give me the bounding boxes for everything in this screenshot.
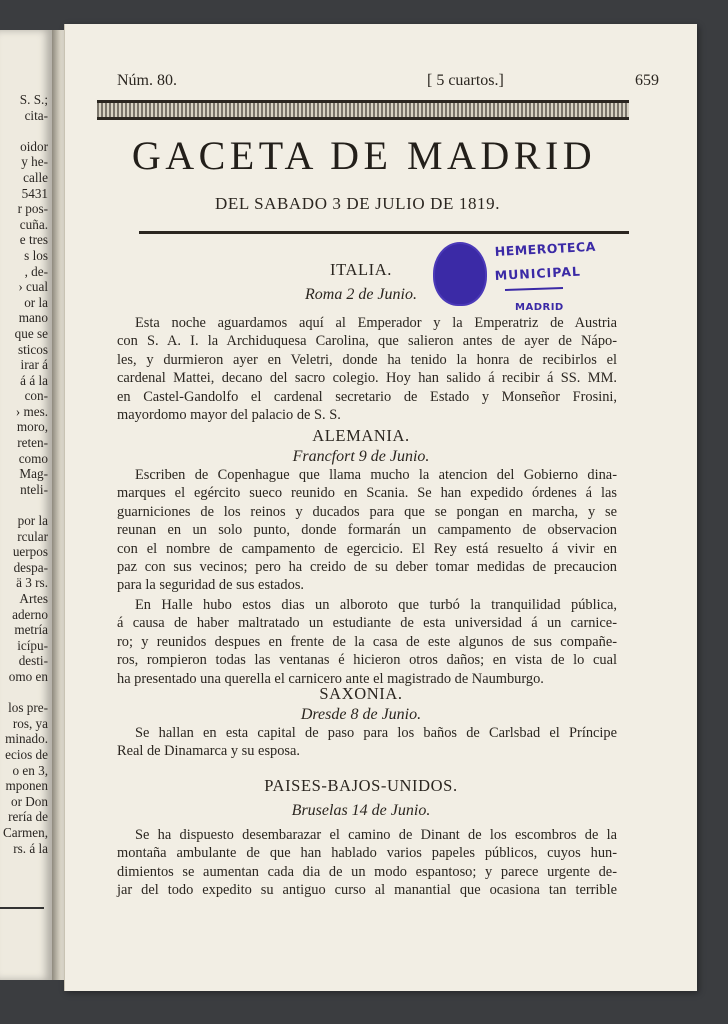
text-line: á causa de haber maltratado un estudiante de esta universidad á un carnice- <box>117 615 617 632</box>
text-line: cardenal Mattei, decano del sacro colegio. Hoy han salido á recibir á SS. MM. <box>117 370 617 387</box>
text-line: marques el egército sueco reunido en Scania. Se han expedido órdenes á las <box>117 485 617 502</box>
stamp-line-2: MUNICIPAL <box>494 263 582 283</box>
paragraph-saxonia <box>117 724 617 761</box>
issue-price: [ 5 cuartos.] <box>427 72 504 89</box>
text-line: jar del todo expedito su antiguo curso al manantial que ocasiona tan terrible <box>117 882 617 899</box>
section-heading-italia: ITALIA. <box>330 260 392 279</box>
text-line: Escriben de Copenhague que llama mucho la atencion del Gobierno dina- <box>135 467 617 483</box>
previous-page-edge <box>0 30 52 980</box>
text-line: para la seguridad de sus estados. <box>117 577 305 594</box>
issue-date: DEL SABADO 3 DE JULIO DE 1819. <box>215 194 501 213</box>
previous-page-text-fragments: S. S.; cita- oidor y he- calle 5431 r pos- cuña. e tres s los , de- › cual or la mano que se sticos irar á á á la con- › mes. moro, reten- como Mag- nteli- por la rcular uerpos despa- ä 3 rs. Artes aderno metría icípu- desti- omo en los pre- ros, ya minado. ecios de o en 3, mponen or Don rería de Carmen, rs. á la <box>2 92 48 856</box>
text-line: ha presentado una querella el carnicero ante el magistrado de Naumburgo. <box>117 670 544 687</box>
paragraph-paises-bajos <box>117 826 617 900</box>
newspaper-title: GACETA DE MADRID <box>131 133 597 178</box>
section-heading-saxonia: SAXONIA. <box>319 684 403 703</box>
newspaper-page <box>64 24 697 991</box>
text-line: Se hallan en esta capital de paso para los baños de Carlsbad el Príncipe <box>135 725 617 741</box>
masthead-row <box>117 72 659 94</box>
issue-number: Núm. 80. <box>117 72 177 89</box>
section-heading-paises-bajos: PAISES-BAJOS-UNIDOS. <box>264 776 458 795</box>
text-line: guarniciones de los reinos y ducados para que se pongan en marcha, y se <box>117 503 617 520</box>
section-heading-alemania: ALEMANIA. <box>312 426 410 445</box>
text-line: Esta noche aguardamos aquí al Emperador y la Emperatriz de Austria <box>135 315 617 331</box>
text-line: les, y durmieron ayer en Veletri, donde ha tenido la honra de recibirlos el <box>117 351 617 368</box>
stamp-line-1: HEMEROTECA <box>494 238 597 259</box>
text-line: Se ha dispuesto desembarazar el camino de Dinant de los escombros de la <box>135 827 617 843</box>
paragraph-alemania-2 <box>117 596 617 688</box>
dateline-dresde: Dresde 8 de Junio. <box>300 706 422 723</box>
date-rule <box>139 231 629 234</box>
ornamental-rule <box>97 100 629 120</box>
text-line: paz con sus vecinos; pero ha creido de su deber tomar medidas de precaucion <box>117 559 617 576</box>
previous-page-rule <box>0 907 44 909</box>
page-number: 659 <box>635 72 659 89</box>
text-line: En Halle hubo estos dias un alboroto que turbó la tranquilidad pública, <box>135 597 617 613</box>
text-line: con el nombre de campamento de egercicio. El Rey está resuelto á vivir en <box>117 540 617 557</box>
text-line: reunan en un solo punto, donde formarán un campamento de observacion <box>117 522 617 539</box>
stamp-line-3: MADRID <box>515 302 564 313</box>
text-line: en Castel-Gandolfo el cardenal secretario de Estado y Monseñor Frosini, <box>117 388 617 405</box>
text-line: con S. A. I. la Archiduquesa Carolina, que salieron antes de ayer de Nápo- <box>117 333 617 350</box>
dateline-francfort: Francfort 9 de Junio. <box>292 448 430 465</box>
dateline-bruselas: Bruselas 14 de Junio. <box>291 802 431 819</box>
text-line: mayordomo mayor del palacio de S. S. <box>117 407 341 424</box>
text-line: dimientos se aumentan cada dia de un modo espantoso; y parece urgente de- <box>117 863 617 880</box>
text-line: ro; y reunidos despues en frente de la casa de este algunos de sus compañe- <box>117 633 617 650</box>
dateline-roma: Roma 2 de Junio. <box>305 286 417 303</box>
paragraph-italia <box>117 314 617 424</box>
text-line: montaña ambulante de que han hablado varios papeles públicos, cuyos hun- <box>117 845 617 862</box>
text-line: Real de Dinamarca y su esposa. <box>117 743 301 760</box>
paragraph-alemania-1 <box>117 466 617 595</box>
text-line: ros, rompieron todas las ventanas é hicieron otros daños; en vista de lo cual <box>117 652 617 669</box>
